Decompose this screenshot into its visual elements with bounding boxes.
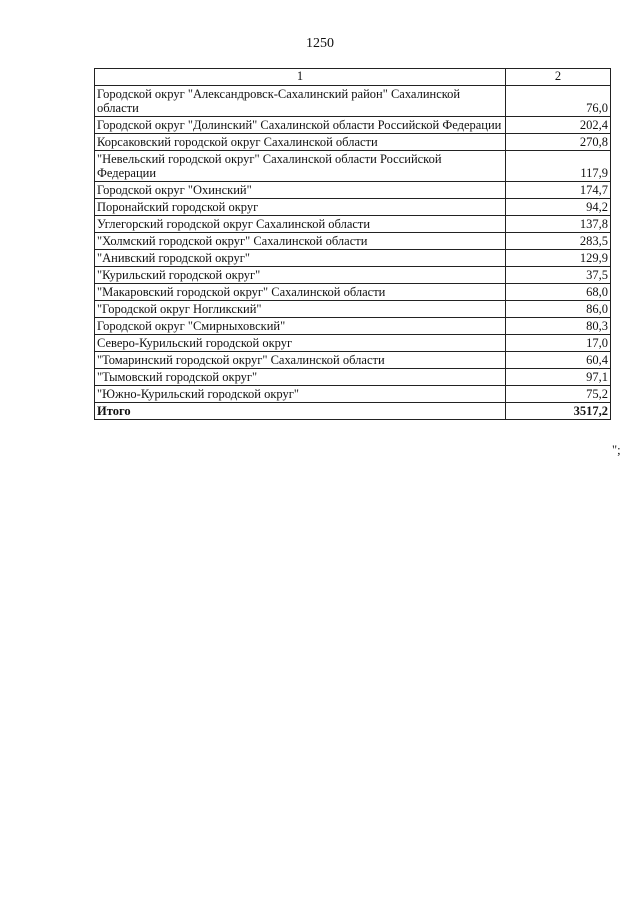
table-row [95,151,611,182]
table-row [95,301,611,318]
municipality-name: "Холмский городской округ" Сахалинской области [95,233,506,250]
municipality-name: "Макаровский городской округ" Сахалинской области [95,284,506,301]
amount-value: 202,4 [506,117,611,134]
amount-value: 17,0 [506,335,611,352]
municipality-name: "Южно-Курильский городской округ" [95,386,506,403]
table-body [95,86,611,403]
amount-value: 76,0 [506,86,611,117]
amount-value: 97,1 [506,369,611,386]
table-row [95,386,611,403]
total-label: Итого [95,403,506,420]
column-header-1: 1 [95,69,506,86]
municipality-name: "Городской округ Ногликский" [95,301,506,318]
municipality-name: Городской округ "Александровск-Сахалинский район" Сахалинской области [95,86,506,117]
total-row [95,403,611,420]
municipality-name: Корсаковский городской округ Сахалинской области [95,134,506,151]
table-row [95,267,611,284]
table-row [95,117,611,134]
table-row [95,369,611,386]
page-number: 1250 [306,36,334,51]
municipality-name: Северо-Курильский городской округ [95,335,506,352]
column-header-2: 2 [506,69,611,86]
table-row [95,352,611,369]
amount-value: 270,8 [506,134,611,151]
municipality-name: "Курильский городской округ" [95,267,506,284]
municipality-name: Городской округ "Долинский" Сахалинской области Российской Федерации [95,117,506,134]
table-row [95,134,611,151]
table-row [95,199,611,216]
amount-value: 137,8 [506,216,611,233]
amount-value: 86,0 [506,301,611,318]
municipality-name: Углегорский городской округ Сахалинской области [95,216,506,233]
allocation-table [94,68,611,420]
header-row [95,69,611,86]
amount-value: 94,2 [506,199,611,216]
amount-value: 75,2 [506,386,611,403]
municipality-name: Поронайский городской округ [95,199,506,216]
amount-value: 174,7 [506,182,611,199]
total-value: 3517,2 [506,403,611,420]
table-header [95,69,611,86]
municipality-name: Городской округ "Охинский" [95,182,506,199]
table-row [95,182,611,199]
table-footer [95,403,611,420]
amount-value: 117,9 [506,151,611,182]
closing-quote-mark: "; [612,443,621,457]
amount-value: 80,3 [506,318,611,335]
amount-value: 60,4 [506,352,611,369]
amount-value: 37,5 [506,267,611,284]
table-row [95,86,611,117]
table-row [95,318,611,335]
municipality-name: "Анивский городской округ" [95,250,506,267]
municipality-name: "Невельский городской округ" Сахалинской области Российской Федерации [95,151,506,182]
amount-value: 129,9 [506,250,611,267]
municipality-name: "Томаринский городской округ" Сахалинской области [95,352,506,369]
table-row [95,335,611,352]
amount-value: 283,5 [506,233,611,250]
table-row [95,284,611,301]
municipality-name: Городской округ "Смирныховский" [95,318,506,335]
table-row [95,250,611,267]
table-row [95,233,611,250]
amount-value: 68,0 [506,284,611,301]
municipality-name: "Тымовский городской округ" [95,369,506,386]
table-row [95,216,611,233]
